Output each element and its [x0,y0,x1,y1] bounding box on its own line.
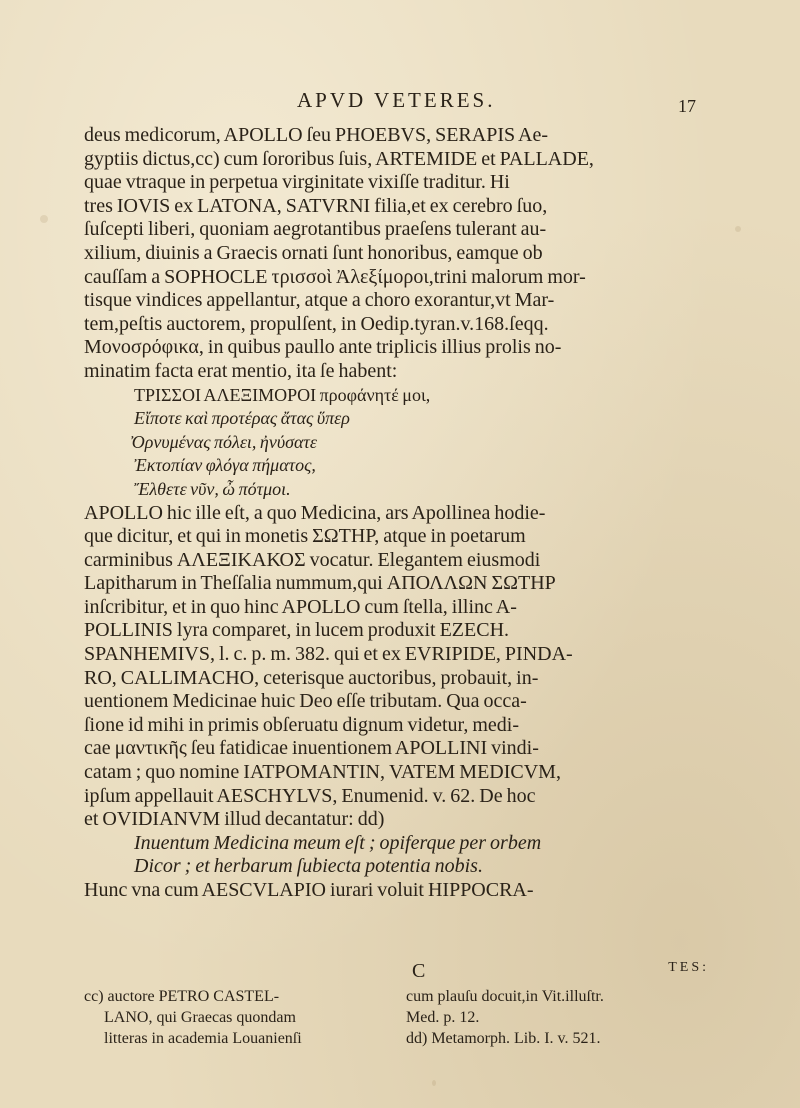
text-line: RO, CALLIMACHO, ceterisque auctoribus, probauit, in- [84,666,539,689]
text-line: inſcribitur, et in quo hinc APOLLO cum ſtella, illinc A- [84,595,517,618]
text-line: deus medicorum, APOLLO ſeu PHOEBVS, SERAPIS Ae- [84,124,548,146]
text-line: quae vtraque in perpetua virginitate vixiſſe traditur. Hi [84,171,510,194]
greek-verse-line: Ἐκτοπίαν φλόγα πήματος, [134,455,316,476]
footnote-line: litteras in academia Louanienſi [104,1030,302,1047]
text-line: POLLINIS lyra comparet, in lucem produxit EZECH. [84,619,510,642]
poem-line: Inuentum Medicina meum eſt ; opiferque per orbem [134,831,542,854]
text-line: Μονοσρόφικα, in quibus paullo ante triplicis illius prolis no- [84,336,562,359]
footnote-line: LANO, qui Graecas quondam [104,1009,296,1026]
text-line: tisque vindices appellantur, atque a choro exorantur,vt Mar- [84,289,555,312]
paper-stain [40,215,48,223]
footnote-line: dd) Metamorph. Lib. I. v. 521. [406,1030,601,1047]
text-line: catam ; quo nomine ΙΑΤΡΟΜΑΝΤΙΝ, VATEM MEDICVM, [84,761,561,784]
text-line: et OVIDIANVM illud decantatur: dd) [84,808,385,831]
text-line: ſione id mihi in primis obſeruatu dignum videtur, medi- [84,713,520,736]
text-line: uentionem Medicinae huic Deo eſſe tributam. Qua occa- [84,690,527,713]
footnote-column-right [406,986,706,1049]
greek-verse-line: Εἴποτε καὶ προτέρας ἄτας ὕπερ [134,408,350,429]
text-line: Hunc vna cum AESCVLAPIO iurari voluit HIPPOCRA- [84,879,534,901]
page-number: 17 [678,96,696,116]
text-line: tem,peſtis auctorem, propulſent, in Oedip.tyran.v.168.ſeqq. [84,312,549,335]
footnote-line: cum plauſu docuit,in Vit.illuſtr. [406,988,604,1005]
text-line: cauſſam a SOPHOCLE τρισσοὶ Ἀλεξίμοροι,trini malorum mor- [84,265,586,288]
paper-stain [432,1080,436,1086]
paper-stain [735,226,741,232]
page-header [0,88,800,118]
text-line: cae μαντικῆς ſeu fatidicae inuentionem APOLLINI vindi- [84,737,539,760]
poem-line: Dicor ; et herbarum ſubiecta potentia nobis. [134,855,483,878]
greek-verse-line: ΤΡΙΣΣΟΙ ΑΛΕΞΙΜΟΡΟΙ προφάνητέ μοι, [134,384,431,405]
text-line: carminibus ΑΛΕΞΙΚΑΚΟΣ vocatur. Elegantem eiusmodi [84,548,541,571]
main-text [84,124,709,903]
text-line: SPANHEMIVS, l. c. p. m. 382. qui et ex EVRIPIDE, PINDA- [84,643,573,666]
greek-verse-line: Ἔλθετε νῦν, ὦ πότμοι. [134,478,291,499]
greek-verse-line: Ὀρνυμένας πόλει, ἠνύσατε [130,431,317,452]
text-line: ipſum appellauit AESCHYLVS, Enumenid. v. 62. De hoc [84,784,536,807]
text-line: APOLLO hic ille eſt, a quo Medicina, ars Apollinea hodie- [84,501,546,524]
text-line: minatim facta erat mentio, ita ſe habent: [84,359,398,382]
text-line: xilium, diuinis a Graecis ornati ſunt honoribus, eamque ob [84,241,543,264]
text-line: tres IOVIS ex LATONA, SATVRNI filia,et ex cerebro ſuo, [84,194,548,217]
footnote-line: Med. p. 12. [406,1009,480,1026]
signature-mark: C [412,960,426,982]
running-title: APVD VETERES. [297,88,496,112]
footnote-line: cc) auctore PETRO CASTEL- [84,988,280,1005]
text-line: ſuſcepti liberi, quoniam aegrotantibus praeſens tulerant au- [84,218,547,241]
text-line: gyptiis dictus,cc) cum ſororibus ſuis, ARTEMIDE et PALLADE, [84,147,594,170]
text-line: que dicitur, et qui in monetis ΣΩΤΗΡ, atque in poetarum [84,525,526,548]
text-line: Lapitharum in Theſſalia nummum,qui ΑΠΟΛΛΩΝ ΣΩΤΗΡ [84,572,556,595]
footnote-column-left [84,986,384,1049]
signature-row [84,960,709,984]
catchword: TES: [668,960,709,975]
